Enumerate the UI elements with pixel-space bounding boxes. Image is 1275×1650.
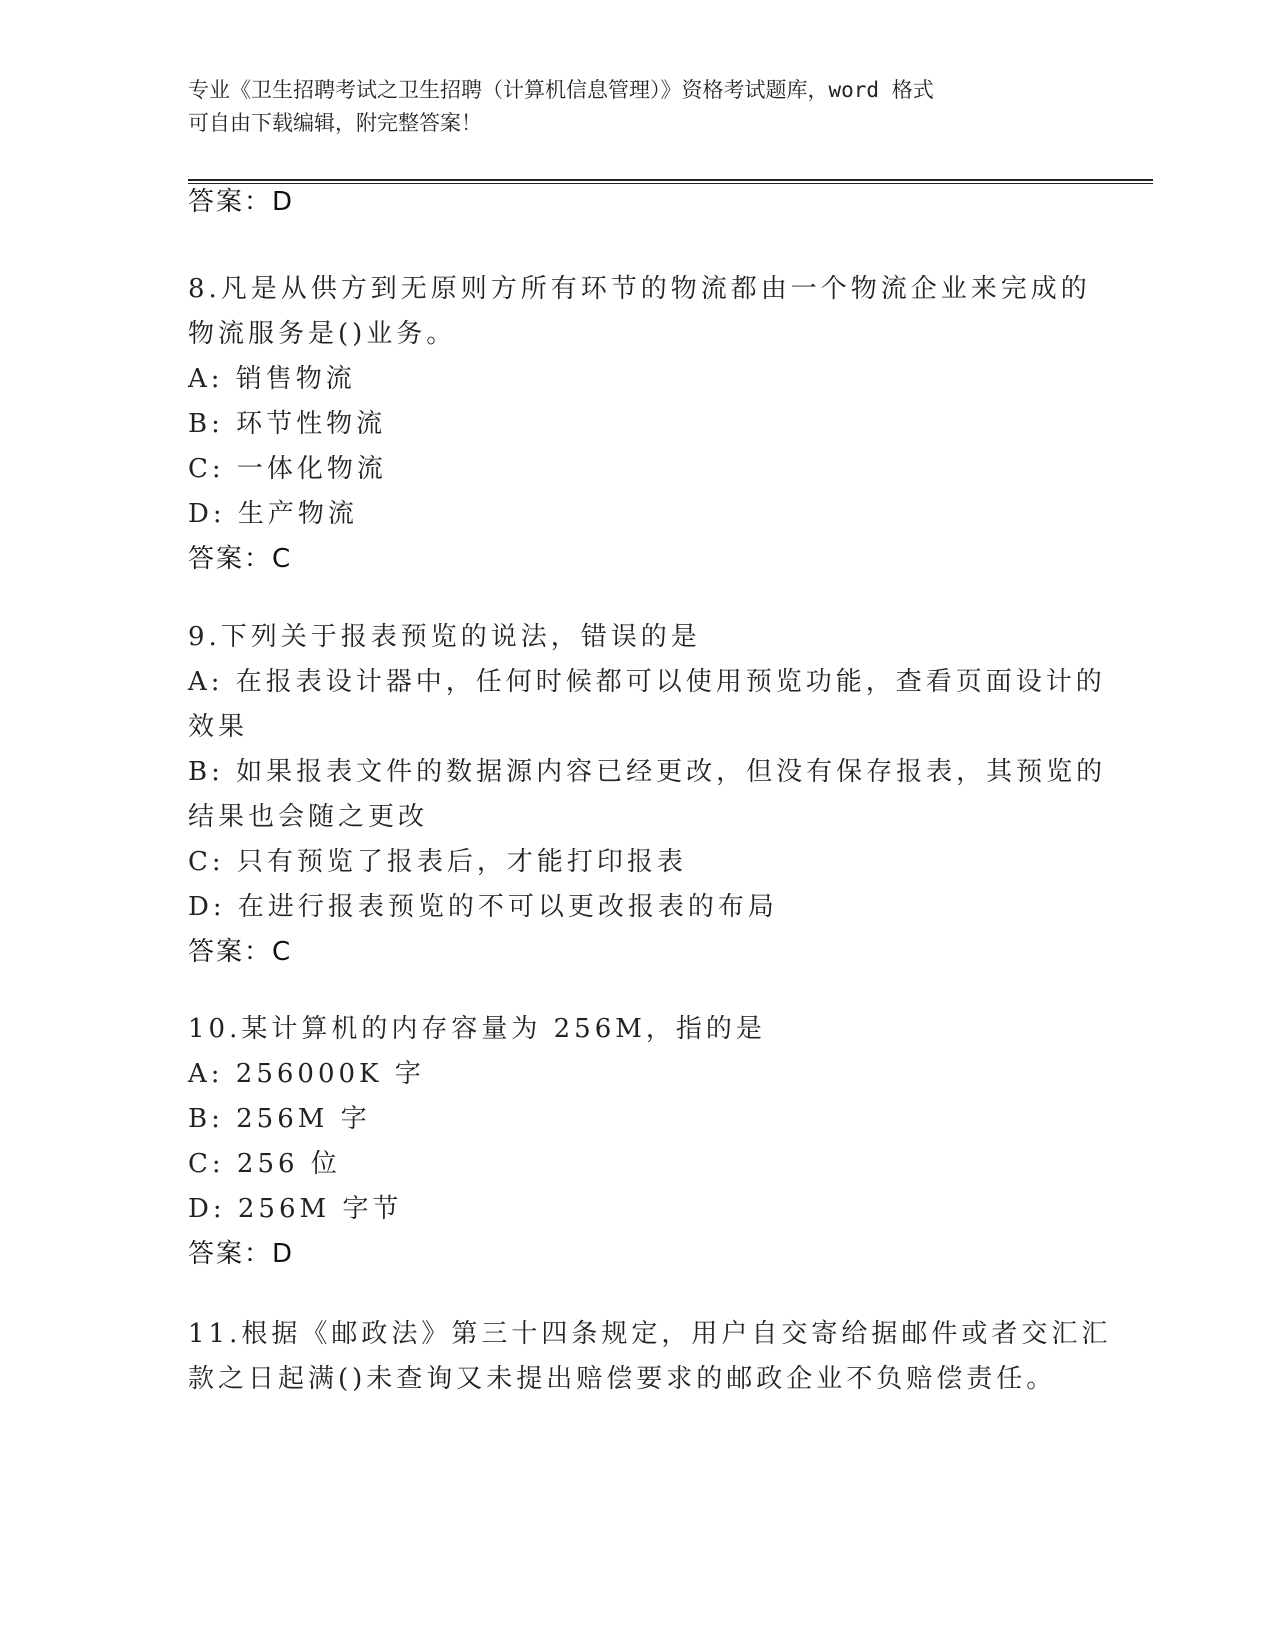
question-9-answer: 答案：C [188,937,293,967]
question-8-stem-line-1: 8.凡是从供方到无原则方所有环节的物流都由一个物流企业来完成的 [188,274,1091,304]
question-11-stem-line-2: 款之日起满()未查询又未提出赔偿要求的邮政企业不负赔偿责任。 [188,1364,1057,1394]
question-11 [188,1312,1112,1402]
question-10-answer: 答案：D [188,1239,295,1269]
question-11-stem-line-1: 11.根据《邮政法》第三十四条规定，用户自交寄给据邮件或者交汇汇 [188,1319,1112,1349]
question-8-option-b: B: 环节性物流 [188,409,387,439]
question-8-option-d: D: 生产物流 [188,499,358,529]
question-9-option-a-line-2: 效果 [188,712,249,742]
question-9-option-a-line-1: A: 在报表设计器中，任何时候都可以使用预览功能，查看页面设计的 [188,667,1106,697]
question-8-stem-line-2: 物流服务是()业务。 [188,319,457,349]
answer-7: 答案：D [188,187,295,217]
page-header [188,74,1088,140]
question-10 [188,1007,1088,1277]
header-line-2: 可自由下载编辑，附完整答案！ [188,111,482,135]
header-line-1: 专业《卫生招聘考试之卫生招聘（计算机信息管理）》资格考试题库，word 格式 [188,78,934,102]
question-8-option-c: C: 一体化物流 [188,454,387,484]
question-9 [188,615,1107,975]
question-8 [188,267,1091,582]
question-9-option-b-line-1: B: 如果报表文件的数据源内容已经更改，但没有保存报表，其预览的 [188,757,1107,787]
question-10-option-d: D: 256M 字节 [188,1194,403,1224]
answer-block-7 [188,180,1088,225]
question-8-answer: 答案：C [188,544,293,574]
question-9-option-c: C: 只有预览了报表后，才能打印报表 [188,847,687,877]
question-9-stem: 9.下列关于报表预览的说法，错误的是 [188,622,701,652]
question-9-option-d: D: 在进行报表预览的不可以更改报表的布局 [188,892,778,922]
question-10-option-c: C: 256 位 [188,1149,341,1179]
question-10-option-a: A: 256000K 字 [188,1059,425,1089]
question-8-option-a: A: 销售物流 [188,364,356,394]
question-9-option-b-line-2: 结果也会随之更改 [188,802,429,832]
question-10-stem: 10.某计算机的内存容量为 256M，指的是 [188,1014,766,1044]
question-10-option-b: B: 256M 字 [188,1104,371,1134]
